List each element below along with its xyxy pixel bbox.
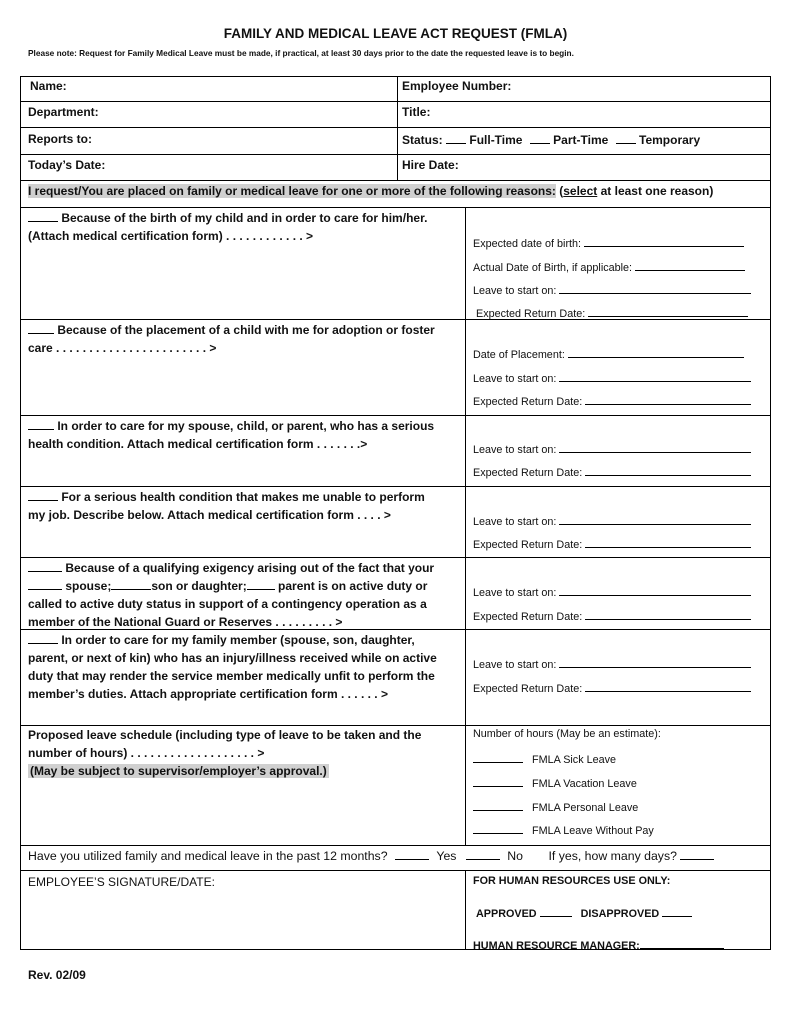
status-label: Status: <box>402 133 443 147</box>
placement-date-field[interactable] <box>473 346 765 361</box>
reason-exigency[interactable] <box>28 559 456 631</box>
signature-label: EMPLOYEE’S SIGNATURE/DATE: <box>28 875 215 889</box>
actual-birth-label: Actual Date of Birth, if applicable: <box>473 262 633 274</box>
form-title: FAMILY AND MEDICAL LEAVE ACT REQUEST (FMLA) <box>223 26 568 41</box>
hire-date-label: Hire Date: <box>402 158 459 172</box>
hr-heading: FOR HUMAN RESOURCES USE ONLY: <box>473 875 671 887</box>
full-time-blank[interactable] <box>446 132 466 144</box>
family-care-return-label: Expected Return Date: <box>473 467 583 479</box>
reason-adoption[interactable] <box>28 321 456 357</box>
status-field[interactable] <box>402 132 700 147</box>
schedule-line2: number of hours) . . . . . . . . . . . . . . . . . . . > <box>28 746 265 760</box>
vacation-leave-field[interactable] <box>473 775 765 790</box>
reason-birth-checkbox[interactable] <box>28 210 58 222</box>
service-leave-start-label: Leave to start on: <box>473 659 557 671</box>
reason-family-care[interactable] <box>28 417 456 453</box>
form-note: Please note: Request for Family Medical Leave must be made, if practical, at least 30 days prior to the date the requested leave is to begin. <box>28 48 574 58</box>
reason-banner-rest: at least one reason) <box>597 184 714 198</box>
schedule-approval-note: (May be subject to supervisor/employer’s approval.) <box>30 764 327 778</box>
reason-own-health-line1: For a serious health condition that makes me unable to perform <box>61 490 425 504</box>
status-temporary: Temporary <box>639 133 701 147</box>
reason-own-health-line2: my job. Describe below. Attach medical certification form . . . . > <box>28 508 391 522</box>
reason-family-care-line2: health condition. Attach medical certification form . . . . . . .> <box>28 437 368 451</box>
own-health-return-field[interactable] <box>473 536 765 551</box>
approved-blank[interactable] <box>540 905 572 917</box>
exigency-parent-label: parent is on active duty or <box>278 579 428 593</box>
reason-service-member-line3: duty that may render the service member medically unfit to perform the <box>28 669 435 683</box>
reason-adoption-line2: care . . . . . . . . . . . . . . . . . . . . . . . > <box>28 341 217 355</box>
reason-service-member-line4: member’s duties. Attach appropriate certification form . . . . . . > <box>28 687 388 701</box>
exigency-spouse-label: spouse; <box>65 579 112 593</box>
department-label: Department: <box>28 105 99 119</box>
personal-leave-field[interactable] <box>473 799 765 814</box>
exigency-child-blank[interactable] <box>111 578 151 590</box>
reason-banner <box>28 184 713 198</box>
adoption-leave-start-label: Leave to start on: <box>473 373 557 385</box>
temporary-blank[interactable] <box>616 132 636 144</box>
schedule-line1: Proposed leave schedule (including type of leave to be taken and the <box>28 728 422 742</box>
exigency-return-label: Expected Return Date: <box>473 611 583 623</box>
reason-adoption-checkbox[interactable] <box>28 322 54 334</box>
exigency-parent-blank[interactable] <box>247 578 275 590</box>
hr-manager-row[interactable] <box>473 937 724 952</box>
own-health-return-label: Expected Return Date: <box>473 539 583 551</box>
unpaid-leave-label: FMLA Leave Without Pay <box>532 825 654 837</box>
reason-own-health[interactable] <box>28 488 456 524</box>
service-leave-start-field[interactable] <box>473 656 765 671</box>
utilized-no-label: No <box>507 849 524 863</box>
utilized-yes-blank[interactable] <box>395 848 429 860</box>
reason-birth[interactable] <box>28 209 456 245</box>
own-health-leave-start-field[interactable] <box>473 513 765 528</box>
vacation-leave-label: FMLA Vacation Leave <box>532 778 637 790</box>
disapproved-blank[interactable] <box>662 905 692 917</box>
actual-birth-field[interactable] <box>473 259 765 274</box>
exigency-leave-start-label: Leave to start on: <box>473 587 557 599</box>
reason-family-care-checkbox[interactable] <box>28 418 54 430</box>
sick-leave-label: FMLA Sick Leave <box>532 754 617 766</box>
exigency-leave-start-field[interactable] <box>473 584 765 599</box>
reason-service-member-line1: In order to care for my family member (spouse, son, daughter, <box>61 633 415 647</box>
reason-exigency-checkbox[interactable] <box>28 560 62 572</box>
unpaid-leave-field[interactable] <box>473 822 765 837</box>
birth-return-label: Expected Return Date: <box>476 308 586 320</box>
reason-banner-select: select <box>563 184 598 198</box>
placement-date-label: Date of Placement: <box>473 349 565 361</box>
todays-date-label: Today’s Date: <box>28 158 106 172</box>
birth-leave-start-label: Leave to start on: <box>473 285 557 297</box>
adoption-return-field[interactable] <box>473 393 765 408</box>
reason-exigency-line1: Because of a qualifying exigency arising out of the fact that your <box>65 561 435 575</box>
reason-service-member-line2: parent, or next of kin) who has an injury/illness received while on active <box>28 651 437 665</box>
approved-label: APPROVED <box>476 908 537 920</box>
reports-to-label: Reports to: <box>28 132 92 146</box>
service-return-field[interactable] <box>473 680 765 695</box>
exigency-spouse-blank[interactable] <box>28 578 62 590</box>
utilized-no-blank[interactable] <box>466 848 500 860</box>
hr-manager-blank[interactable] <box>640 937 724 949</box>
reason-exigency-line4: member of the National Guard or Reserves . . . . . . . . . > <box>28 615 343 629</box>
adoption-leave-start-field[interactable] <box>473 370 765 385</box>
utilized-row[interactable] <box>28 848 714 863</box>
utilized-how-many: If yes, how many days? <box>548 849 677 863</box>
family-care-leave-start-label: Leave to start on: <box>473 444 557 456</box>
expected-birth-label: Expected date of birth: <box>473 238 582 250</box>
employee-number-label: Employee Number: <box>402 79 512 93</box>
exigency-child-label: son or daughter; <box>151 579 247 593</box>
exigency-return-field[interactable] <box>473 608 765 623</box>
name-label: Name: <box>30 79 67 93</box>
adoption-return-label: Expected Return Date: <box>473 396 583 408</box>
family-care-leave-start-field[interactable] <box>473 441 765 456</box>
revision-label: Rev. 02/09 <box>28 968 86 982</box>
expected-birth-field[interactable] <box>473 235 765 250</box>
reason-service-member[interactable] <box>28 631 456 703</box>
reason-birth-line2: (Attach medical certification form) . . . . . . . . . . . . > <box>28 229 314 243</box>
title-label: Title: <box>402 105 431 119</box>
service-return-label: Expected Return Date: <box>473 683 583 695</box>
reason-exigency-line3: called to active duty status in support of a contingency operation as a <box>28 597 427 611</box>
family-care-return-field[interactable] <box>473 464 765 479</box>
reason-service-member-checkbox[interactable] <box>28 632 58 644</box>
status-part-time: Part-Time <box>553 133 609 147</box>
hr-manager-label: HUMAN RESOURCE MANAGER: <box>473 940 640 952</box>
reason-family-care-line1: In order to care for my spouse, child, or parent, who has a serious <box>57 419 435 433</box>
part-time-blank[interactable] <box>530 132 550 144</box>
leave-schedule <box>28 726 456 780</box>
hours-title: Number of hours (May be an estimate): <box>473 728 661 740</box>
reason-birth-line1: Because of the birth of my child and in order to care for him/her. <box>61 211 428 225</box>
utilized-question: Have you utilized family and medical leave in the past 12 months? <box>28 849 388 863</box>
reason-adoption-line1: Because of the placement of a child with me for adoption or foster <box>57 323 435 337</box>
reason-banner-open: ( <box>559 184 564 198</box>
disapproved-label: DISAPPROVED <box>580 908 660 920</box>
reason-banner-shaded: I request/You are placed on family or medical leave for one or more of the following reasons: <box>28 184 556 198</box>
reason-own-health-checkbox[interactable] <box>28 489 58 501</box>
birth-leave-start-field[interactable] <box>473 282 765 297</box>
hr-approval-row[interactable] <box>476 905 692 920</box>
sick-leave-field[interactable] <box>473 751 765 766</box>
utilized-yes-label: Yes <box>436 849 457 863</box>
own-health-leave-start-label: Leave to start on: <box>473 516 557 528</box>
birth-return-field[interactable] <box>476 305 768 320</box>
personal-leave-label: FMLA Personal Leave <box>532 802 639 814</box>
status-full-time: Full-Time <box>469 133 523 147</box>
utilized-days-blank[interactable] <box>680 848 714 860</box>
